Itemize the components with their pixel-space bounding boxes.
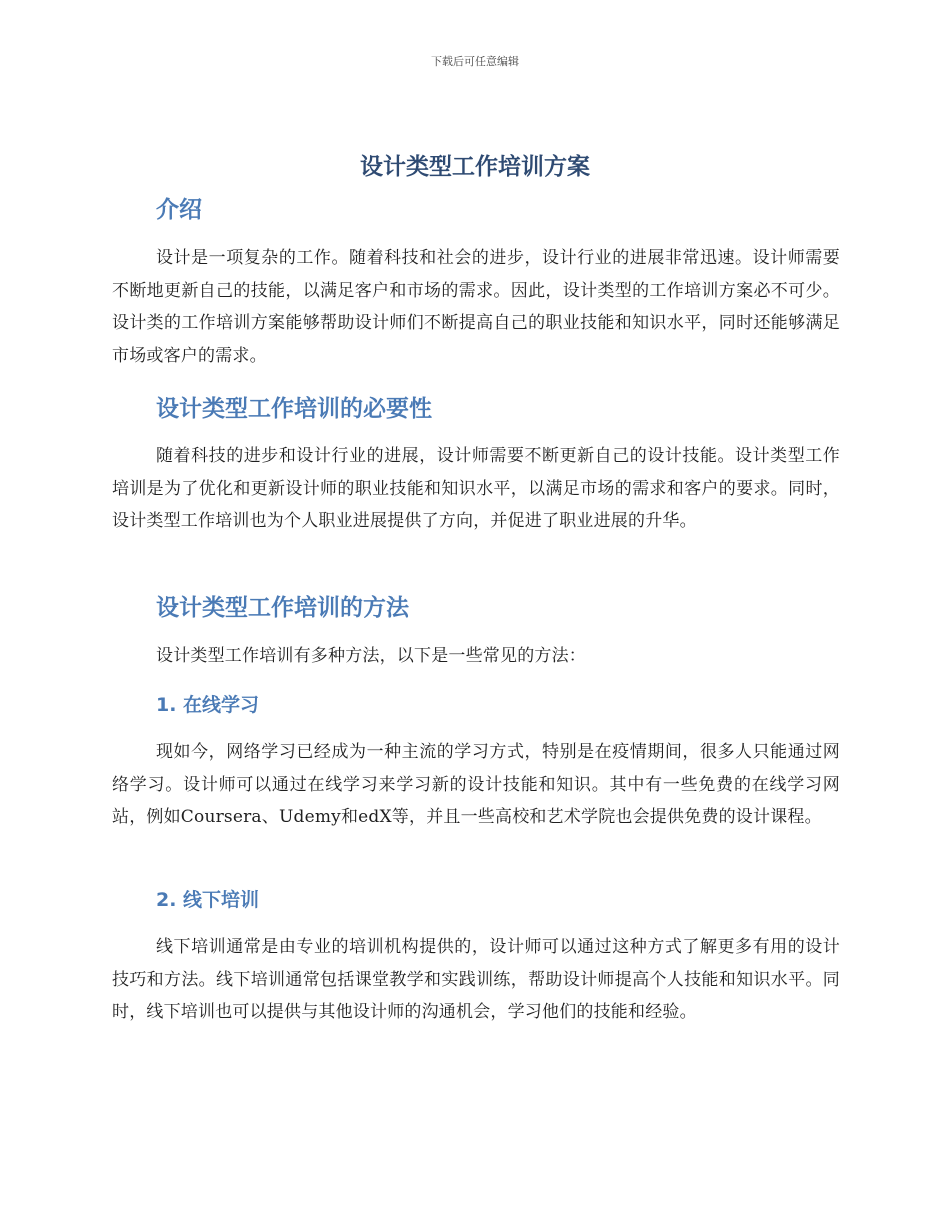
subsection-heading-online-learning: 1. 在线学习 <box>156 694 260 716</box>
section-paragraph-necessity: 随着科技的进步和设计行业的进展，设计师需要不断更新自己的设计技能。设计类型工作培训是为了优化和更新设计师的职业技能和知识水平，以满足市场的需求和客户的要求。同时，设计类型工作培训也为个人职业进展提供了方向，并促进了职业进展的升华。 <box>112 446 840 531</box>
subsection-paragraph-online-learning: 现如今，网络学习已经成为一种主流的学习方式，特别是在疫情期间，很多人只能通过网络学习。设计师可以通过在线学习来学习新的设计技能和知识。其中有一些免费的在线学习网站，例如Coursera、Udemy和edX等，并且一些高校和艺术学院也会提供免费的设计课程。 <box>112 742 840 827</box>
section-heading-methods: 设计类型工作培训的方法 <box>156 595 409 621</box>
section-heading-introduction: 介绍 <box>156 197 202 223</box>
subsection-paragraph-offline-training: 线下培训通常是由专业的培训机构提供的，设计师可以通过这种方式了解更多有用的设计技巧和方法。线下培训通常包括课堂教学和实践训练，帮助设计师提高个人技能和知识水平。同时，线下培训也可以提供与其他设计师的沟通机会，学习他们的技能和经验。 <box>112 937 840 1022</box>
section-paragraph-methods: 设计类型工作培训有多种方法，以下是一些常见的方法： <box>156 646 586 666</box>
section-paragraph-introduction: 设计是一项复杂的工作。随着科技和社会的进步，设计行业的进展非常迅速。设计师需要不断地更新自己的技能，以满足客户和市场的需求。因此，设计类型的工作培训方案必不可少。设计类的工作培训方案能够帮助设计师们不断提高自己的职业技能和知识水平，同时还能够满足市场或客户的需求。 <box>112 248 840 366</box>
subsection-heading-offline-training: 2. 线下培训 <box>156 889 260 911</box>
section-heading-necessity: 设计类型工作培训的必要性 <box>156 396 432 422</box>
document-title: 设计类型工作培训方案 <box>360 154 590 180</box>
page-header-note: 下载后可任意编辑 <box>431 55 519 68</box>
